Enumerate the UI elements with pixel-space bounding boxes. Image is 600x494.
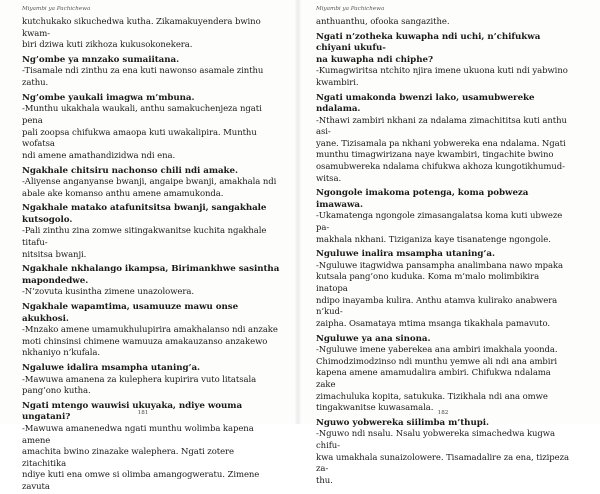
proverb-explanation: -Pali zinthu zina zomwe sitingakwanitse kuchita ngakhale titafu-: [22, 226, 267, 248]
running-head: Miyambi ya Pachichewa: [22, 6, 91, 12]
proverb-heading: Ng’ombe ya mnzako sumaiitana.: [22, 54, 180, 65]
proverb-explanation: -Nguluwe imene yaberekea ana ambiri imakhala yoonda.: [316, 345, 558, 356]
proverb-entry: [316, 334, 570, 415]
proverb-entry: [22, 55, 280, 90]
text-line: kutchukako sikuchedwa kutha. Zikamakuyendera bwino kwam-: [22, 17, 261, 39]
proverb-explanation: makhala nkhani. Tiziganiza kaye tisanatenge ngongole.: [316, 234, 551, 245]
proverb-entry: [316, 188, 570, 246]
proverb-explanation: kapena amene amamudalira ambiri. Chifukwa ndalama zake: [316, 368, 551, 390]
proverb-heading: mapondedwe.: [22, 275, 89, 286]
proverb-explanation: kwambiri.: [316, 77, 359, 88]
proverb-explanation: Chimodzimodzinso ndi munthu yemwe ali ndi ana ambiri: [316, 356, 558, 367]
proverb-entry: [22, 264, 280, 299]
proverb-explanation: ndiye kuti ena omwe si olimba amangogweratu. Zimene zavuta: [22, 470, 260, 492]
proverb-explanation: ndi amene amathandizidwa ndi ena.: [22, 150, 176, 161]
proverb-entry: [22, 302, 280, 360]
proverb-explanation: -Nthawi zambiri nkhani za ndalama zimachititsa kuti anthu asi-: [316, 115, 567, 138]
proverb-entry: [316, 32, 570, 90]
proverb-heading: Ngongole imakoma potenga, koma pobweza imawawa.: [316, 188, 529, 210]
proverb-explanation: abale ake komanso anthu amene amamukonda.: [22, 188, 224, 199]
proverb-heading: Ngati n’zotheka kuwapha ndi uchi, n’chifukwa chiyani ukufu-: [316, 31, 541, 54]
proverb-heading: Ngakhale nkhalango ikampsa, Birimankhwe sasintha: [22, 264, 280, 275]
proverb-explanation: ndipo inayamba kulira. Anthu atamva kulirako anabwera n’kud-: [316, 295, 558, 318]
proverb-entry: [22, 93, 280, 162]
continuation-paragraph: [316, 17, 570, 29]
proverb-heading: Nguwo yobwereka siilimba m’thupi.: [316, 417, 489, 428]
proverb-entry: [316, 93, 570, 186]
proverb-entry: [316, 249, 570, 330]
proverb-explanation: amachita bwino zinazake walephera. Ngati zotere zitachitika: [22, 447, 234, 469]
text-line: anthuanthu, ofooka sangazithe.: [316, 17, 450, 27]
proverb-heading: Ng’ombe yaukali imagwa m’mbuna.: [22, 92, 195, 103]
proverb-explanation: -Mnzako amene umamukhulupirira amakhalanso ndi anzake: [22, 325, 278, 336]
proverb-heading: Ngakhale chitsiru nachonso chili ndi amake.: [22, 165, 238, 176]
proverb-explanation: -N’zovuta kusintha zimene unazolowera.: [22, 287, 194, 298]
proverb-heading: na kuwapha ndi chiphe?: [316, 54, 433, 65]
proverb-heading: Ngati mtengo wauwisi ukuyaka, ndiye wouma ungatani?: [22, 400, 243, 423]
proverb-heading: Ngakhale matako atafunitsitsa bwanji, sangakhale kutsogolo.: [22, 203, 267, 225]
proverb-entry: [316, 418, 570, 487]
proverb-explanation: witsa.: [316, 173, 342, 184]
proverb-heading: Ngakhale wapamtima, usamuuze mawu onse akukhosi.: [22, 302, 239, 324]
proverb-explanation: -Mawuwa amanenedwa ngati munthu wolimba kapena amene: [22, 423, 254, 446]
proverb-heading: Ngati umakonda bwenzi lako, usamubwereke ndalama.: [316, 92, 535, 115]
proverb-explanation: kwa umakhala sunaizolowere. Tisamadalire za ena, tizipeza za-: [316, 452, 570, 475]
proverb-explanation: -Kumagwiritsa ntchito njira imene ukuona kuti ndi yabwino: [316, 66, 568, 77]
proverb-explanation: nkhaniyo n’kufala.: [22, 348, 101, 359]
proverb-entry: [22, 363, 280, 398]
page-number: 182: [437, 410, 449, 416]
proverb-explanation: -Mawuwa amanena za kulephera kupirira vuto litatsala: [22, 374, 257, 385]
proverb-explanation: pang’ono kutha.: [22, 386, 91, 397]
proverb-explanation: -Ukamatenga ngongole zimasangalatsa koma kuti ubweze pa-: [316, 211, 563, 233]
running-head: Miyambi ya Pachichewa: [316, 6, 385, 12]
proverb-explanation: tingakwanitse kuwasamala.: [316, 403, 434, 414]
proverb-explanation: -Munthu ukakhala waukali, anthu samakuchenjeza ngati pena: [22, 104, 262, 126]
page-number: 181: [137, 410, 149, 416]
proverb-explanation: pali zoopsa chifukwa amaopa kuti uwakalipira. Munthu wofatsa: [22, 127, 257, 150]
continuation-paragraph: [22, 17, 280, 52]
proverb-heading: Ngaluwe idalira msampha utaning’a.: [22, 363, 201, 374]
proverb-explanation: thu.: [316, 475, 333, 486]
proverb-explanation: -Tisamale ndi zinthu za ena kuti nawonso asamale zinthu zathu.: [22, 66, 264, 89]
proverb-entry: [22, 166, 280, 201]
proverb-explanation: nitsitsa bwanji.: [22, 249, 87, 260]
proverb-heading: Nguluwe ya ana sinona.: [316, 333, 431, 344]
left-page: [0, 0, 286, 492]
proverb-explanation: -Nguwo ndi nsalu. Nsalu yobwereka simachedwa kugwa chifu-: [316, 429, 555, 451]
proverb-explanation: osamubwereka ndalama chifukwa akhoza kungotikhumud-: [316, 162, 565, 173]
text-line: biri dziwa kuti zikhoza kukusokonekera.: [22, 40, 193, 51]
proverb-explanation: zaipha. Osamataya mtima msanga tikakhala pamavuto.: [316, 318, 550, 329]
proverb-explanation: kutsala pang’ono kuduka. Koma m’malo molimbikira inatopa: [316, 272, 540, 295]
proverb-explanation: -Aliyense anganyanse bwanji, angaipe bwanji, amakhala ndi: [22, 177, 277, 187]
proverb-heading: Nguluwe inalira msampha utaning’a.: [316, 249, 495, 260]
proverb-explanation: yane. Tizisamala pa nkhani yobwereka ena ndalama. Ngati: [316, 138, 566, 149]
proverb-explanation: -Nguluwe itagwidwa pansampha analimbana nawo mpaka: [316, 260, 563, 271]
proverb-explanation: moti chinsinsi chimene wamuuza amakauzanso anzakewo: [22, 336, 268, 347]
proverb-explanation: munthu timagwirizana naye kwambiri, tingachite bwino: [316, 150, 554, 161]
proverb-entry: [22, 203, 280, 261]
right-page: [300, 0, 586, 486]
proverb-explanation: zimachuluka kopita, satukuka. Tizikhala ndi ana omwe: [316, 391, 548, 402]
